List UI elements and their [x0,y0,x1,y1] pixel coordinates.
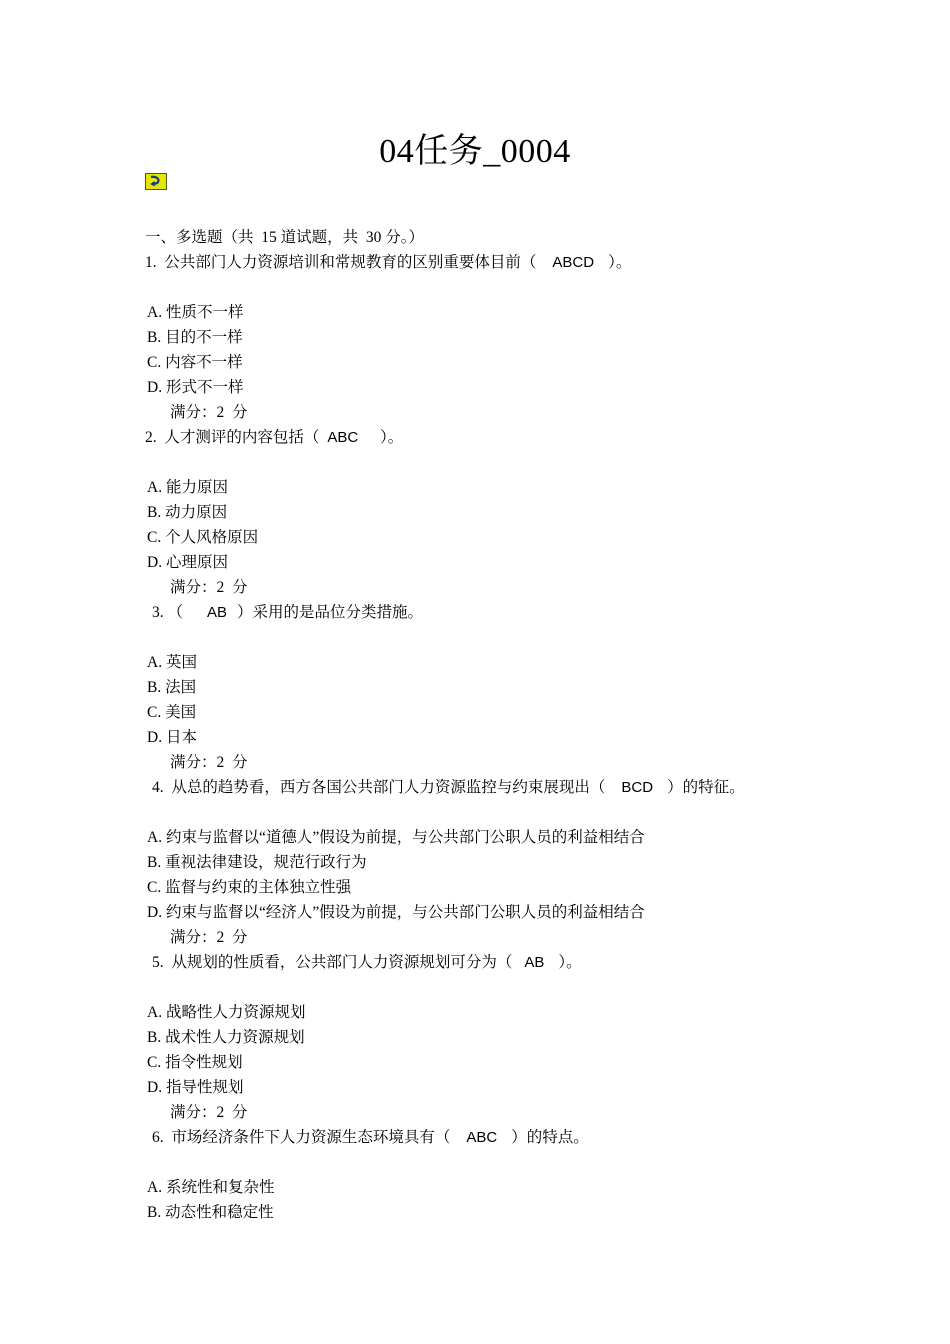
score-label: 满分：2 分 [170,1104,248,1121]
score-label: 满分：2 分 [170,579,248,596]
option-a: A. 约束与监督以“道德人”假设为前提，与公共部门公职人员的利益相结合 [147,829,645,846]
option-a: A. 战略性人力资源规划 [147,1004,306,1021]
option-a: A. 系统性和复杂性 [147,1179,275,1196]
question-text: 公共部门人力资源培训和常规教育的区别重要体目前（ [160,254,537,271]
question-text: 人才测评的内容包括（ [160,429,320,446]
question-text-end: ）的特征。 [667,779,745,796]
question-text: （ [167,604,184,621]
option-b: B. 重视法律建设，规范行政行为 [147,854,367,871]
option-b: B. 法国 [147,679,197,696]
option-d: D. 心理原因 [147,554,228,571]
option-b: B. 动力原因 [147,504,228,521]
option-d: D. 约束与监督以“经济人”假设为前提，与公共部门公职人员的利益相结合 [147,904,645,921]
question-1 [145,250,845,275]
question-number: 6. [152,1129,168,1146]
question-3 [145,600,845,625]
question-text-end: ）。 [558,954,582,971]
option-d: D. 日本 [147,729,197,746]
question-4 [145,775,845,800]
score-label: 满分：2 分 [170,754,248,771]
question-text-end: ）采用的是品位分类措施。 [237,604,424,621]
option-d: D. 指导性规划 [147,1079,244,1096]
option-a: A. 英国 [147,654,197,671]
answer-text: AB [524,954,545,971]
option-c: C. 个人风格原因 [147,529,259,546]
question-number: 5. [152,954,168,971]
answer-text: AB [207,604,228,621]
option-a: A. 能力原因 [147,479,228,496]
question-text: 从总的趋势看，西方各国公共部门人力资源监控与约束展现出（ [167,779,606,796]
question-text: 从规划的性质看，公共部门人力资源规划可分为（ [167,954,513,971]
option-a: A. 性质不一样 [147,304,244,321]
option-c: C. 指令性规划 [147,1054,243,1071]
option-b: B. 动态性和稳定性 [147,1204,274,1221]
option-c: C. 监督与约束的主体独立性强 [147,879,352,896]
option-c: C. 美国 [147,704,197,721]
score-label: 满分：2 分 [170,929,248,946]
answer-text: ABCD [552,254,595,271]
quiz-content [145,225,845,1225]
option-d: D. 形式不一样 [147,379,244,396]
question-2 [145,425,845,450]
document-link-icon[interactable] [145,173,167,190]
question-text-end: ）。 [608,254,632,271]
arrow-swirl-icon [148,175,164,188]
answer-text: ABC [327,429,359,446]
question-number: 2. [145,429,161,446]
question-5 [145,950,845,975]
question-number: 1. [145,254,161,271]
section-header: 一、多选题（共 15 道试题，共 30 分。） [145,229,425,246]
option-c: C. 内容不一样 [147,354,243,371]
question-text: 市场经济条件下人力资源生态环境具有（ [167,1129,451,1146]
option-b: B. 目的不一样 [147,329,243,346]
option-b: B. 战术性人力资源规划 [147,1029,305,1046]
score-label: 满分：2 分 [170,404,248,421]
question-text-end: ）。 [372,429,404,446]
question-number: 4. [152,779,168,796]
question-text-end: ）的特点。 [511,1129,589,1146]
answer-text: ABC [466,1129,498,1146]
question-6 [145,1125,845,1150]
answer-text: BCD [621,779,654,796]
question-number: 3. [152,604,168,621]
page-title: 04任务_0004 [379,133,571,170]
